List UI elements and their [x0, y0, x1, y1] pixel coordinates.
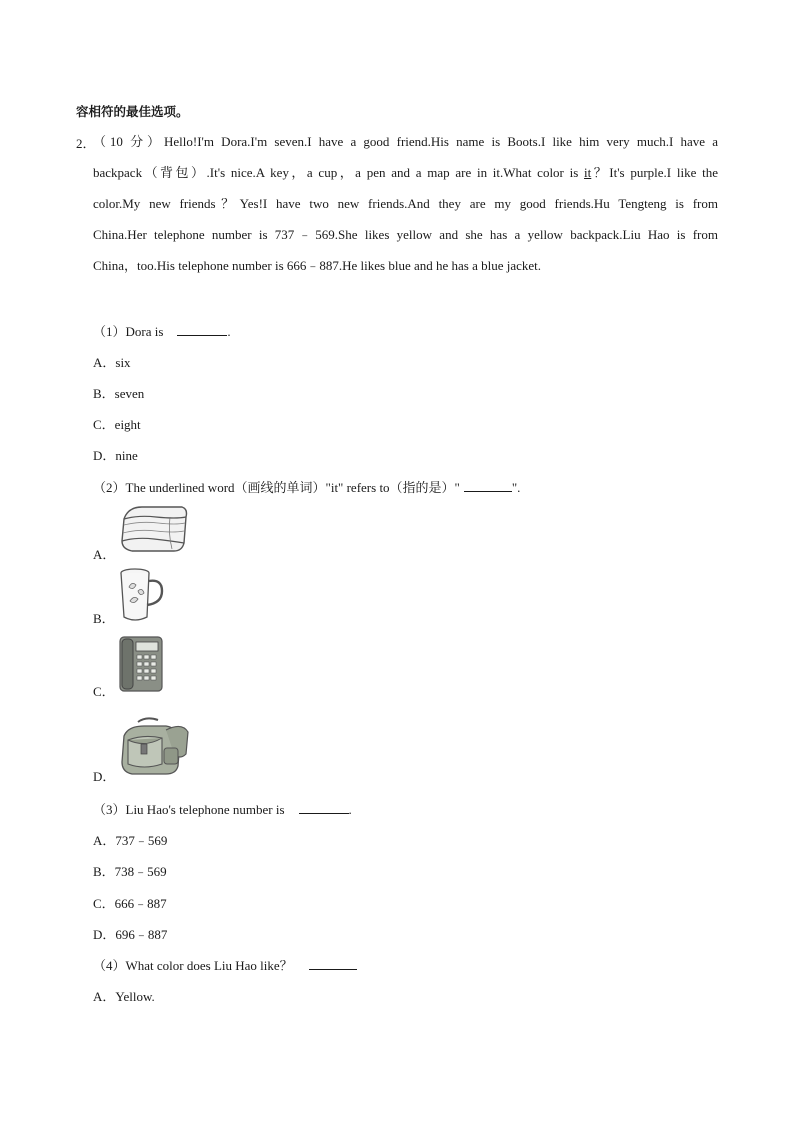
option-3d[interactable]: D．696﹣887	[93, 927, 168, 942]
sub-question-4: （4）What color does Liu Hao like？	[93, 955, 357, 974]
answer-blank[interactable]	[299, 801, 349, 814]
option-1c[interactable]: C．eight	[93, 417, 141, 432]
answer-blank[interactable]	[464, 479, 512, 492]
backpack-icon	[118, 714, 192, 778]
option-3a[interactable]: A．737﹣569	[93, 833, 168, 848]
answer-blank[interactable]	[309, 957, 357, 970]
telephone-icon	[118, 633, 164, 693]
option-2a-label[interactable]: A．	[93, 547, 116, 562]
answer-blank[interactable]	[177, 323, 227, 336]
option-1b[interactable]: B．seven	[93, 386, 145, 401]
towel-icon	[118, 503, 190, 555]
passage-line-2: backpack（背包）.It's nice.A key，a cup，a pen and a map are in it.What color is it？It's purple.I like the	[93, 165, 718, 180]
option-3b[interactable]: B．738﹣569	[93, 864, 167, 879]
sub-question-2: （2）The underlined word（画线的单词）"it" refers to（指的是）" ".	[93, 480, 521, 495]
cup-icon	[116, 565, 166, 625]
question-number: 2．	[76, 136, 96, 151]
option-3c[interactable]: C．666﹣887	[93, 896, 167, 911]
option-2b-label[interactable]: B．	[93, 611, 115, 626]
option-1d[interactable]: D．nine	[93, 448, 138, 463]
option-4a[interactable]: A．Yellow.	[93, 989, 155, 1004]
sub-question-1: （1）Dora is .	[93, 324, 231, 339]
sub-question-3: （3）Liu Hao's telephone number is .	[93, 802, 352, 817]
section-instruction: 容相符的最佳选项。	[76, 104, 189, 119]
option-2d-label[interactable]: D．	[93, 769, 116, 784]
passage-line-3: color.My new friends？Yes!I have two new friends.And they are my good friends.Hu Tengteng is from	[93, 196, 718, 211]
option-2c-label[interactable]: C．	[93, 684, 115, 699]
underlined-word-it: it	[584, 165, 592, 180]
passage-line-5: China，too.His telephone number is 666﹣887.He likes blue and he has a blue jacket.	[93, 258, 542, 273]
option-1a[interactable]: A．six	[93, 355, 131, 370]
question-points: （10 分）	[93, 134, 164, 149]
passage-line-4: China.Her telephone number is 737﹣569.She likes yellow and she has a yellow backpack.Liu Hao is from	[93, 227, 718, 242]
passage-line-1	[93, 126, 718, 157]
passage-text-1: Hello!I'm Dora.I'm seven.I have a good friend.His name is Boots.I like him very much.I have a	[164, 134, 718, 149]
